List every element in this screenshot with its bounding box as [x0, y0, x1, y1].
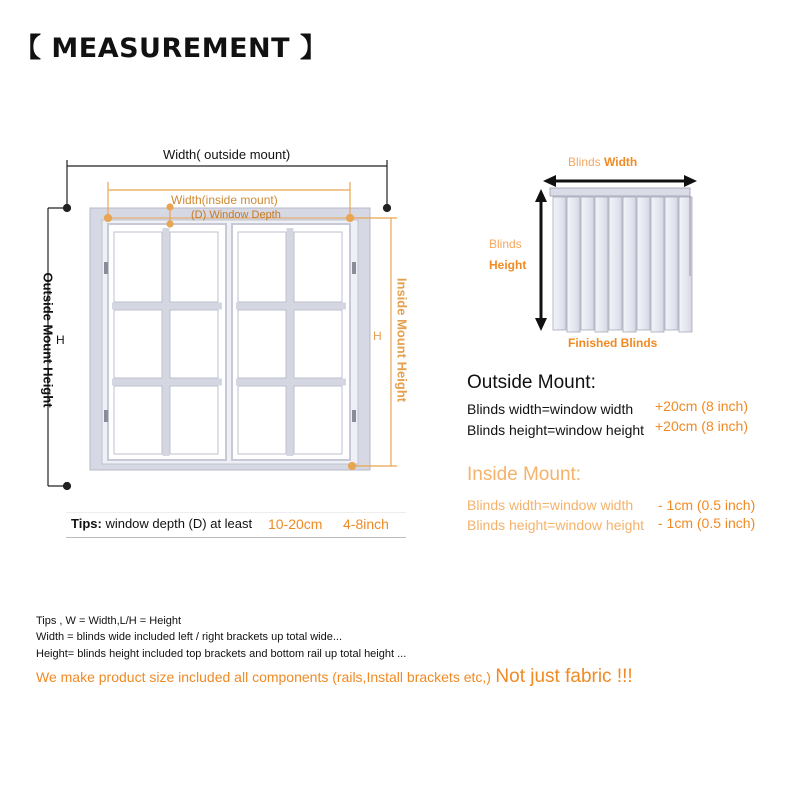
hinge-icon	[352, 262, 356, 274]
window-illustration	[90, 208, 370, 470]
blinds-width-label-2: Width	[604, 155, 638, 169]
inside-width-rule: Blinds width=window width	[467, 497, 634, 513]
inside-height-label: Inside Mount Height	[394, 277, 410, 403]
blinds-width-label	[568, 155, 637, 169]
note-not-just-fabric: Not just fabric !!!	[495, 666, 633, 687]
blinds-height-label-1: Blinds	[489, 237, 522, 251]
blinds-height-label-2: Height	[489, 258, 527, 272]
h-label-left: H	[56, 333, 65, 347]
note-height: Height= blinds height included top brackets and bottom rail up total height ...	[36, 648, 407, 660]
hinge-icon	[104, 262, 108, 274]
note-product-size	[36, 666, 633, 688]
finished-blinds-label: Finished Blinds	[568, 336, 658, 350]
depth-tip-text: window depth (D) at least	[101, 516, 253, 531]
blind-slat	[651, 197, 664, 332]
blind-slat	[567, 197, 580, 332]
hinge-icon	[352, 410, 356, 422]
depth-tip-prefix: Tips:	[71, 516, 102, 531]
blind-slat	[553, 197, 566, 330]
note-components: We make product size included all components (rails,Install brackets etc,)	[36, 669, 491, 685]
window-depth-label: (D) Window Depth	[191, 209, 281, 221]
outside-width-rule: Blinds width=window width	[467, 401, 634, 417]
blinds-height-arrow	[535, 189, 547, 331]
blind-slat	[581, 197, 594, 330]
outside-height-add: +20cm (8 inch)	[655, 418, 748, 434]
blind-slat	[609, 197, 622, 330]
depth-range-cm: 10-20cm	[268, 516, 323, 532]
inside-mount-title: Inside Mount:	[467, 464, 582, 485]
inside-height-sub: - 1cm (0.5 inch)	[658, 515, 756, 531]
outside-height-label: Outside Mount Height	[40, 272, 56, 408]
outside-width-add: +20cm (8 inch)	[655, 398, 748, 414]
blind-slat	[665, 197, 678, 330]
note-abbreviations: Tips , W = Width,L/H = Height	[36, 615, 182, 627]
blind-slat	[623, 197, 636, 332]
outside-mount-title: Outside Mount:	[467, 372, 596, 393]
h-label-right: H	[373, 329, 382, 343]
inside-width-sub: - 1cm (0.5 inch)	[658, 497, 756, 513]
blinds-illustration	[550, 188, 692, 332]
blinds-headrail	[550, 188, 690, 196]
outside-width-label: Width( outside mount)	[163, 147, 291, 162]
blind-slat	[595, 197, 608, 332]
blinds-width-label-1: Blinds	[568, 155, 601, 169]
hinge-icon	[104, 410, 108, 422]
outside-height-rule: Blinds height=window height	[467, 422, 645, 438]
blinds-width-arrow	[543, 175, 697, 187]
blinds-slats	[553, 197, 692, 332]
inside-height-rule: Blinds height=window height	[467, 517, 645, 533]
inside-width-label: Width(inside mount)	[171, 193, 278, 207]
depth-range-inch: 4-8inch	[343, 516, 389, 532]
page-title: 【 MEASUREMENT 】	[14, 33, 328, 64]
depth-tip	[71, 516, 252, 531]
note-width: Width = blinds wide included left / right brackets up total wide...	[36, 631, 343, 643]
blind-slat	[637, 197, 650, 330]
